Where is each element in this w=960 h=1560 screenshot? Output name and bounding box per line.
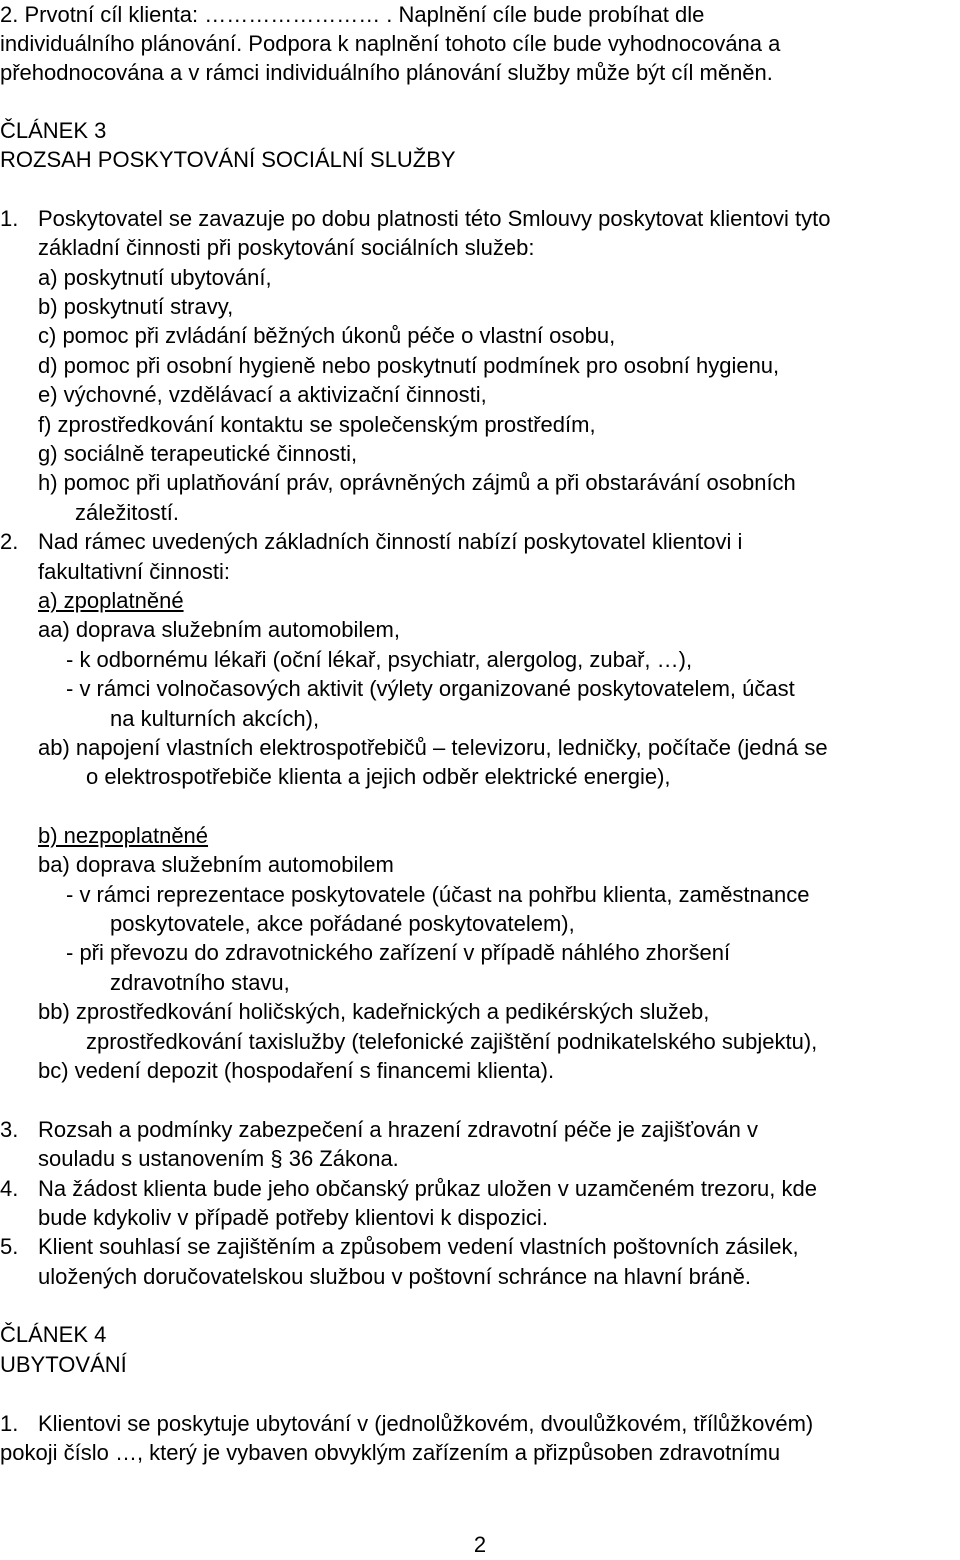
- intro-line-1: 2. Prvotní cíl klienta: …………………… . Naplnění cíle bude probíhat dle: [0, 2, 705, 27]
- page-number: 2: [473, 1532, 487, 1557]
- article4-p1-line1: Klientovi se poskytuje ubytování v (jednolůžkovém, dvoulůžkovém, třílůžkovém): [38, 1411, 814, 1436]
- paid-services-heading: a) zpoplatněné: [38, 588, 184, 613]
- article3-p4-number: 4.: [0, 1176, 19, 1201]
- basic-item-f: f) zprostředkování kontaktu se společenským prostředím,: [38, 412, 596, 437]
- item-ba-dash1-line1: - v rámci reprezentace poskytovatele (účast na pohřbu klienta, zaměstnance: [66, 882, 810, 907]
- article3-p4-line1: Na žádost klienta bude jeho občanský průkaz uložen v uzamčeném trezoru, kde: [38, 1176, 817, 1201]
- basic-item-a: a) poskytnutí ubytování,: [38, 265, 272, 290]
- intro-line-2: individuálního plánování. Podpora k naplnění tohoto cíle bude vyhodnocována a: [0, 31, 781, 56]
- article3-p5-line2: uložených doručovatelskou službou v poštovní schránce na hlavní bráně.: [38, 1264, 751, 1289]
- article3-p3-line1: Rozsah a podmínky zabezpečení a hrazení zdravotní péče je zajišťován v: [38, 1117, 758, 1142]
- article3-p2-number: 2.: [0, 529, 19, 554]
- item-ab-line1: ab) napojení vlastních elektrospotřebičů – televizoru, ledničky, počítače (jedná se: [38, 735, 828, 760]
- article3-p2-line2: fakultativní činnosti:: [38, 559, 230, 584]
- article4-heading: ČLÁNEK 4: [0, 1322, 107, 1347]
- basic-item-e: e) výchovné, vzdělávací a aktivizační činnosti,: [38, 382, 487, 407]
- article3-p2-line1: Nad rámec uvedených základních činností nabízí poskytovatel klientovi i: [38, 529, 743, 554]
- basic-item-h: h) pomoc při uplatňování práv, oprávněných zájmů a při obstarávání osobních: [38, 470, 796, 495]
- article4-p1-line2: pokoji číslo …, který je vybaven obvyklým zařízením a přizpůsoben zdravotnímu: [0, 1440, 781, 1465]
- item-aa: aa) doprava služebním automobilem,: [38, 617, 400, 642]
- article3-p1-number: 1.: [0, 206, 19, 231]
- article3-p1-line1: Poskytovatel se zavazuje po dobu platnosti této Smlouvy poskytovat klientovi tyto: [38, 206, 831, 231]
- item-aa-dash2-line2: na kulturních akcích),: [110, 706, 320, 731]
- item-ba-dash2-line2: zdravotního stavu,: [110, 970, 290, 995]
- basic-item-b: b) poskytnutí stravy,: [38, 294, 234, 319]
- article4-title: UBYTOVÁNÍ: [0, 1352, 127, 1377]
- article3-p3-number: 3.: [0, 1117, 19, 1142]
- intro-line-3: přehodnocována a v rámci individuálního plánování služby může být cíl měněn.: [0, 60, 773, 85]
- basic-item-h-cont: záležitostí.: [75, 500, 179, 525]
- article3-p5-line1: Klient souhlasí se zajištěním a způsobem vedení vlastních poštovních zásilek,: [38, 1234, 799, 1259]
- item-bc: bc) vedení depozit (hospodaření s financemi klienta).: [38, 1058, 555, 1083]
- article3-heading: ČLÁNEK 3: [0, 118, 107, 143]
- article3-p4-line2: bude kdykoliv v případě potřeby klientovi k dispozici.: [38, 1205, 548, 1230]
- item-aa-dash1: - k odbornému lékaři (oční lékař, psychiatr, alergolog, zubař, …),: [66, 647, 693, 672]
- item-bb-line1: bb) zprostředkování holičských, kadeřnických a pedikérských služeb,: [38, 999, 710, 1024]
- basic-item-d: d) pomoc při osobní hygieně nebo poskytnutí podmínek pro osobní hygienu,: [38, 353, 780, 378]
- item-bb-line2: zprostředkování taxislužby (telefonické zajištění podnikatelského subjektu),: [86, 1029, 818, 1054]
- item-aa-dash2-line1: - v rámci volnočasových aktivit (výlety organizované poskytovatelem, účast: [66, 676, 795, 701]
- free-services-heading: b) nezpoplatněné: [38, 823, 209, 848]
- item-ba-dash2-line1: - při převozu do zdravotnického zařízení v případě náhlého zhoršení: [66, 940, 731, 965]
- basic-item-c: c) pomoc při zvládání běžných úkonů péče o vlastní osobu,: [38, 323, 616, 348]
- article3-title: ROZSAH POSKYTOVÁNÍ SOCIÁLNÍ SLUŽBY: [0, 147, 456, 172]
- item-ab-line2: o elektrospotřebiče klienta a jejich odběr elektrické energie),: [86, 764, 671, 789]
- article3-p3-line2: souladu s ustanovením § 36 Zákona.: [38, 1146, 399, 1171]
- item-ba-dash1-line2: poskytovatele, akce pořádané poskytovatelem),: [110, 911, 575, 936]
- article3-p5-number: 5.: [0, 1234, 19, 1259]
- item-ba: ba) doprava služebním automobilem: [38, 852, 394, 877]
- article3-p1-line2: základní činnosti při poskytování sociálních služeb:: [38, 235, 535, 260]
- article4-p1-number: 1.: [0, 1411, 19, 1436]
- basic-item-g: g) sociálně terapeutické činnosti,: [38, 441, 358, 466]
